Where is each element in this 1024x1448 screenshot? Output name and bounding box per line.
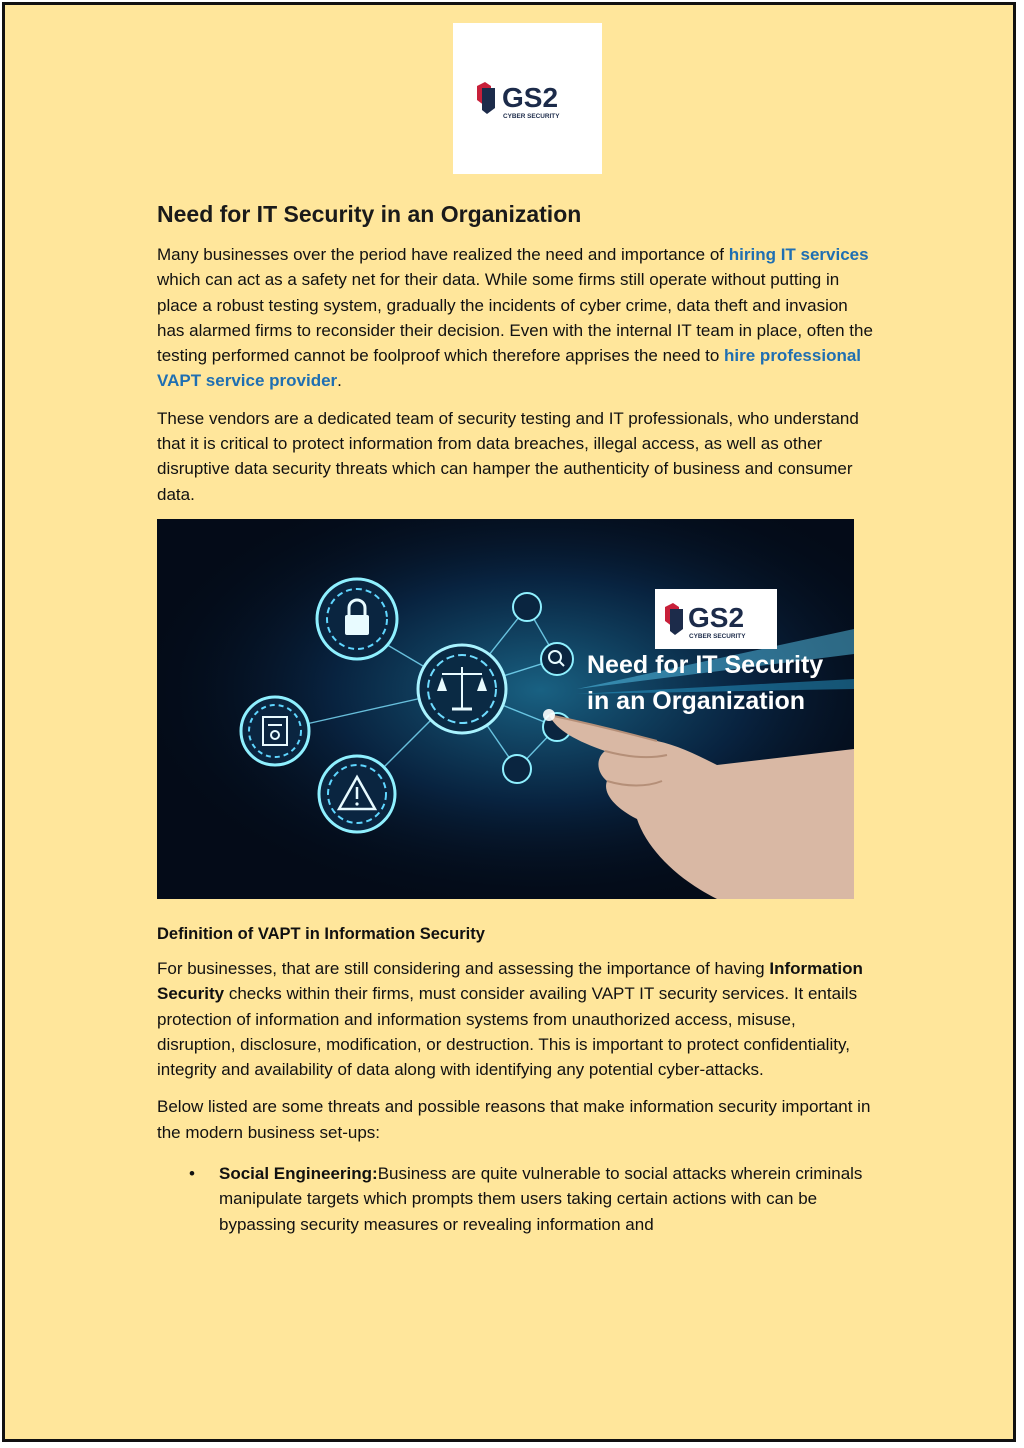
article bbox=[157, 201, 877, 1237]
gs2-logo-icon bbox=[471, 78, 586, 123]
hero-title: Need for IT Security in an Organization bbox=[587, 650, 824, 715]
page-title: Need for IT Security in an Organization bbox=[157, 201, 582, 227]
definition-text-b: checks within their firms, must consider availing VAPT IT security services. It entails protection of information and information systems from unauthorized access, misuse, disruption, disclosure, modification, or destruction. This is important to protect confidentiality, integrity and availability of data along with identifying any potential cyber-attacks. bbox=[157, 984, 858, 1080]
intro-text-c: . bbox=[337, 371, 342, 391]
gs2-logo-icon bbox=[655, 589, 777, 649]
list-item-text: Business are quite vulnerable to social attacks wherein criminals manipulate targets which prompts them users taking certain actions with can be bypassing security measures or revealing information and bbox=[219, 1164, 863, 1234]
list-item-label: Social Engineering: bbox=[219, 1164, 378, 1184]
intro-text-b: which can act as a safety net for their data. While some firms still operate without putting in place a robust testing system, gradually the incidents of cyber crime, data theft and invasion has alarmed firms to reconsider their decision. Even with the internal IT team in place, often the testing performed cannot be foolproof which therefore apprises the need to bbox=[157, 270, 873, 366]
vapt-provider-link[interactable]: hire professional VAPT service provider bbox=[157, 346, 862, 391]
intro-text-a: Many businesses over the period have realized the need and importance of bbox=[157, 245, 729, 264]
definition-paragraph-2: Below listed are some threats and possible reasons that make information security important in the modern business set-ups: bbox=[157, 1097, 871, 1142]
list-item bbox=[189, 1161, 877, 1237]
lock-icon bbox=[317, 579, 397, 659]
scales-icon bbox=[418, 645, 506, 733]
definition-text-a: For businesses, that are still considering and assessing the importance of having bbox=[157, 958, 770, 978]
hiring-it-services-link[interactable]: hiring IT services bbox=[728, 245, 869, 264]
intro-paragraph-2: These vendors are a dedicated team of security testing and IT professionals, who understand that it is critical to protect information from data breaches, illegal access, as well as other disruptive data security threats which can hamper the authenticity of business and consumer data. bbox=[157, 408, 859, 504]
definition-heading: Definition of VAPT in Information Security bbox=[157, 924, 485, 943]
search-icon bbox=[541, 643, 573, 675]
definition-paragraph-1 bbox=[157, 956, 877, 1082]
logo bbox=[453, 23, 602, 174]
document-icon bbox=[241, 697, 309, 765]
page bbox=[2, 2, 1016, 1442]
information-security-term: Information Security bbox=[157, 958, 863, 1004]
network-node bbox=[503, 755, 531, 783]
bullet-icon: • bbox=[189, 1164, 195, 1184]
hero-logo-tagline: CYBER SECURITY bbox=[689, 632, 746, 640]
threat-list bbox=[157, 1161, 877, 1237]
network-node bbox=[513, 593, 541, 621]
hero-image bbox=[157, 519, 854, 899]
logo-name: GS2 bbox=[502, 82, 559, 113]
hero-logo bbox=[655, 589, 777, 649]
warning-icon bbox=[319, 756, 395, 832]
logo-tagline: CYBER SECURITY bbox=[503, 113, 560, 120]
hero-logo-name: GS2 bbox=[688, 601, 745, 633]
intro-paragraph-1 bbox=[157, 242, 877, 394]
